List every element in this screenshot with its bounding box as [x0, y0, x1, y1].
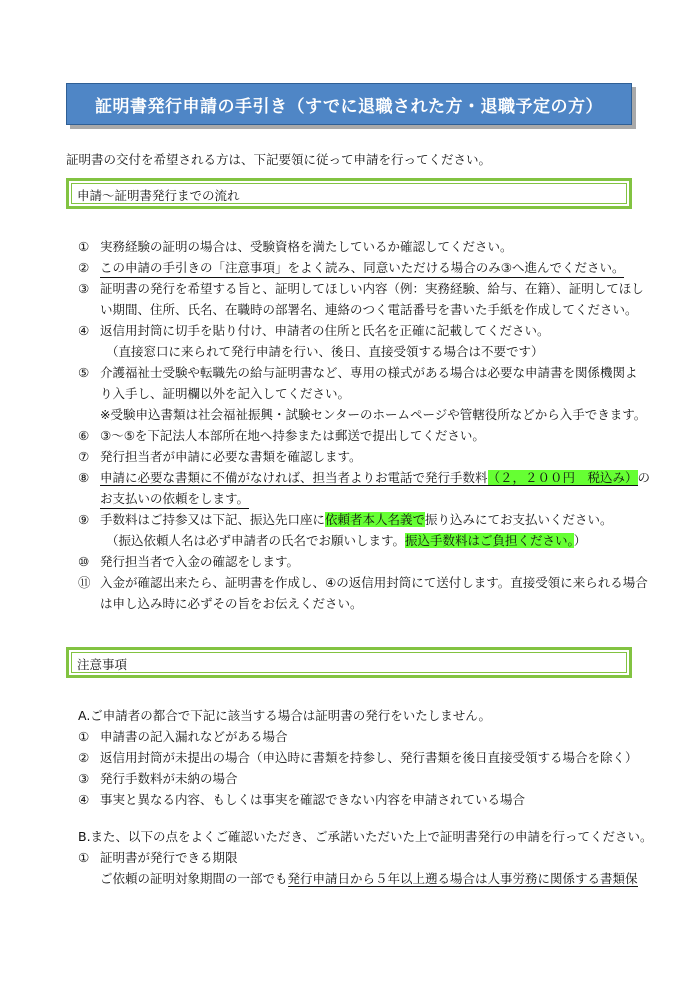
step-text: （直接窓口に来られて発行申請を行い、後日、直接受領する場合は不要です）: [106, 344, 544, 359]
payer-name-highlight: 依頼者本人名義で: [325, 512, 426, 527]
notes-b-number: ①: [78, 850, 90, 865]
step-text: 介護福祉士受験や転職先の給与証明書など、専用の様式がある場合は必要な申請書を関係機関よ: [100, 365, 638, 380]
step-number: ①: [78, 239, 90, 254]
payer-note-text: （振込依頼人名は必ず申請者の氏名でお願いします。: [106, 533, 406, 548]
step-text: 発行担当者が申請に必要な書類を確認します。: [100, 449, 362, 464]
step-text: この申請の手引きの「注意事項」をよく読み、同意いただける場合のみ③へ進んでください。: [100, 259, 624, 278]
payment-text: 手数料はご持参又は下記、振込先口座に: [100, 512, 326, 527]
step-text: [106, 532, 586, 550]
notes-a-number: ④: [78, 792, 90, 807]
notes-a-item: 事実と異なる内容、もしくは事実を確認できない内容を申請されている場合: [100, 792, 526, 807]
step-note: ※受験申込書類は社会福祉振興・試験センターのホームページや管轄役所などから入手できます。: [100, 407, 647, 422]
step-number: ③: [78, 281, 90, 296]
payment-text-end: 振り込みにてお支払いください。: [425, 512, 613, 527]
step-number: ⑥: [78, 428, 90, 443]
step-number: ④: [78, 323, 90, 338]
step-text: 証明書の発行を希望する旨と、証明してほしい内容（例：実務経験、給与、在籍）、証明してほし: [100, 281, 644, 296]
notes-a-number: ②: [78, 750, 90, 765]
step-text: 入金が確認出来たら、証明書を作成し、④の返信用封筒にて送付します。直接受領に来られる場合: [100, 575, 648, 590]
step-number: ⑩: [78, 554, 90, 569]
detail-text: ご依頼の証明対象期間の一部でも: [100, 871, 288, 886]
step-text: 返信用封筒に切手を貼り付け、申請者の住所と氏名を正確に記載してください。: [100, 323, 550, 338]
step-number: ⑧: [78, 470, 90, 485]
payer-note-end: ）: [573, 533, 587, 548]
step-text: [100, 469, 650, 487]
notes-b-item-detail: [100, 870, 638, 888]
step-text: お支払いの依頼をします。: [100, 490, 249, 509]
transfer-fee-highlight: 振込手数料はご負担ください。: [405, 533, 574, 548]
notes-b-intro: B.また、以下の点をよくご確認いただき、ご承諾いただいた上で証明書発行の申請を行ってください。: [78, 829, 653, 844]
step-number: ⑤: [78, 365, 90, 380]
step-text: い期間、住所、氏名、在職時の部署名、連絡のつく電話番号を書いた手紙を作成してください。: [100, 302, 638, 317]
intro-text: 証明書の交付を希望される方は、下記要領に従って申請を行ってください。: [66, 152, 492, 167]
section-heading-flow: [66, 178, 632, 209]
notes-a-number: ①: [78, 729, 90, 744]
step-text: は申し込み時に必ずその旨をお伝えください。: [100, 596, 363, 611]
step-text: [100, 511, 613, 529]
step-number: ②: [78, 260, 90, 275]
step-number: ⑨: [78, 512, 90, 527]
step-text: り入手し、証明欄以外を記入してください。: [100, 386, 351, 401]
notes-b-item-title: 証明書が発行できる期限: [100, 850, 238, 865]
step-number: ⑦: [78, 449, 90, 464]
section-heading-flow-label: 申請～証明書発行までの流れ: [77, 188, 240, 203]
page-title-text: 証明書発行申請の手引き（すでに退職された方・退職予定の方）: [94, 96, 603, 117]
section-heading-notes: [66, 647, 632, 678]
step-text: 発行担当者で入金の確認をします。: [100, 554, 300, 569]
notes-a-intro: A.ご申請者の都合で下記に該当する場合は証明書の発行をいたしません。: [78, 708, 492, 723]
fee-amount-highlight: （２，２００円 税込み）: [487, 470, 638, 485]
section-heading-notes-label: 注意事項: [77, 657, 128, 672]
page-title: [66, 83, 632, 125]
detail-underlined-text: 発行申請日から５年以上遡る場合は人事労務に関係する書類保: [287, 871, 638, 886]
step-text: 実務経験の証明の場合は、受験資格を満たしているか確認してください。: [100, 239, 513, 254]
notes-a-item: 申請書の記入漏れなどがある場合: [100, 729, 288, 744]
notes-a-number: ③: [78, 771, 90, 786]
notes-a-item: 返信用封筒が未提出の場合（申込時に書類を持参し、発行書類を後日直接受領する場合を除く）: [100, 750, 638, 765]
fee-request-text-end: の: [637, 470, 651, 485]
step-text: ③～⑤を下記法人本部所在地へ持参または郵送で提出してください。: [100, 428, 485, 443]
notes-a-item: 発行手数料が未納の場合: [100, 771, 238, 786]
step-number: ⑪: [78, 575, 91, 590]
fee-request-text: 申請に必要な書類に不備がなければ、担当者よりお電話で発行手数料: [100, 470, 488, 485]
